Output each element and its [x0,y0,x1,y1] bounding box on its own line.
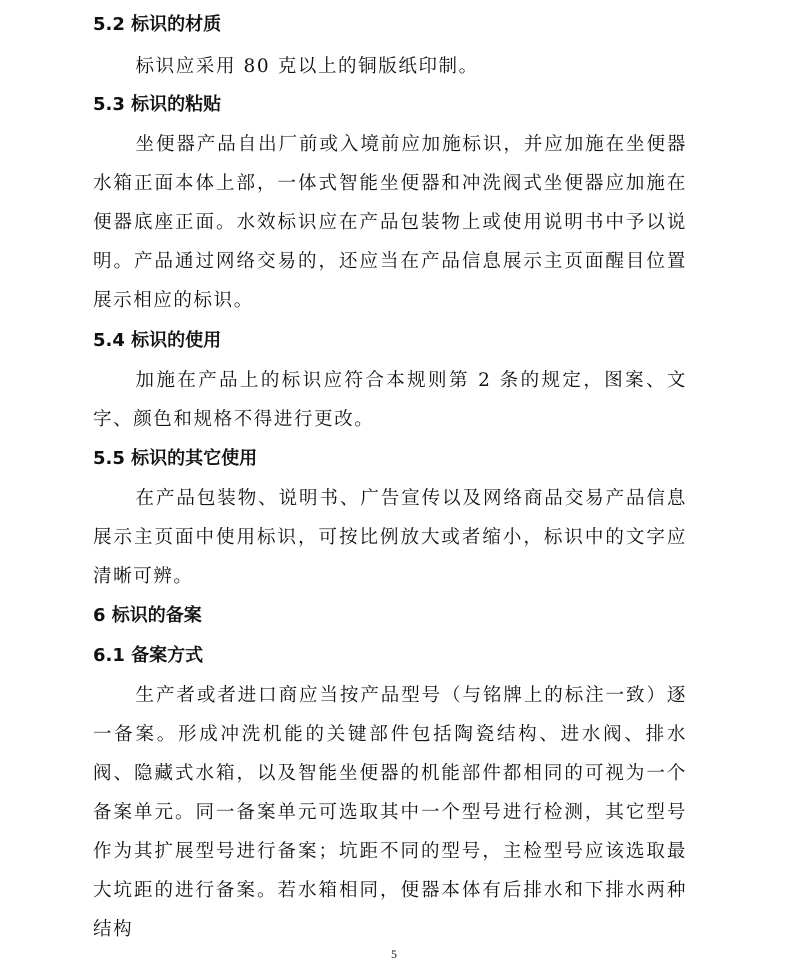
paragraph-6-1: 生产者或者进口商应当按产品型号（与铭牌上的标注一致）逐一备案。形成冲洗机能的关键部件包括陶瓷结构、进水阀、排水阀、隐藏式水箱，以及智能坐便器的机能部件都相同的可视为一个备案单元。同一备案单元可选取其中一个型号进行检测，其它型号作为其扩展型号进行备案；坑距不同的型号，主检型号应该选取最大坑距的进行备案。若水箱相同，便器本体有后排水和下排水两种结构 [93,685,687,940]
page-number: 5 [391,947,397,961]
heading-5-5: 5.5 标识的其它使用 [93,448,258,469]
heading-5-3: 5.3 标识的粘贴 [93,94,222,115]
paragraph-5-2: 标识应采用 80 克以上的铜版纸印制。 [135,56,479,77]
paragraph-5-3: 坐便器产品自出厂前或入境前应加施标识，并应加施在坐便器水箱正面本体上部，一体式智能坐便器和冲洗阀式坐便器应加施在便器底座正面。水效标识应在产品包装物上或使用说明书中予以说明。产品通过网络交易的，还应当在产品信息展示主页面醒目位置展示相应的标识。 [93,134,687,311]
paragraph-5-4: 加施在产品上的标识应符合本规则第 2 条的规定，图案、文字、颜色和规格不得进行更改。 [93,370,687,430]
heading-6-1: 6.1 备案方式 [93,645,204,666]
heading-5-2: 5.2 标识的材质 [93,14,222,35]
paragraph-5-5: 在产品包装物、说明书、广告宣传以及网络商品交易产品信息展示主页面中使用标识，可按比例放大或者缩小，标识中的文字应清晰可辨。 [93,488,687,587]
heading-6: 6 标识的备案 [93,605,202,626]
heading-5-4: 5.4 标识的使用 [93,330,222,351]
